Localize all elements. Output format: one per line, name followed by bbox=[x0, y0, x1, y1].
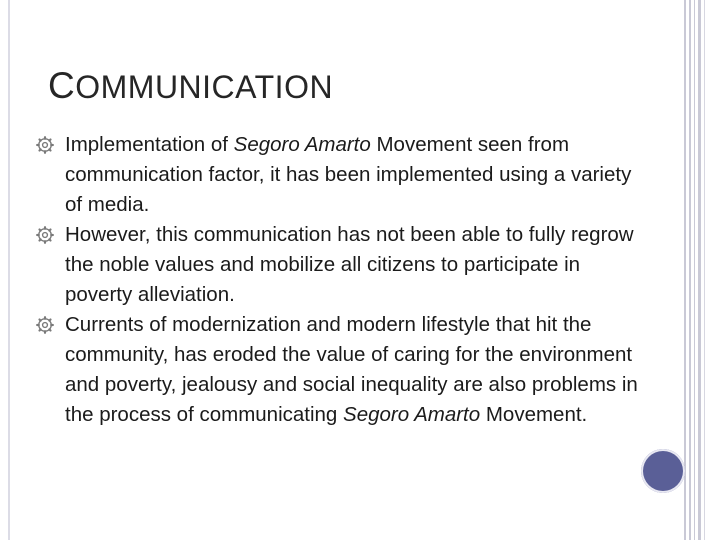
bullet-item bbox=[36, 220, 642, 310]
stripe bbox=[704, 0, 705, 540]
bullet-text: However, this communication has not been able to fully regrow the noble values and mobilize all citizens to participate in poverty alleviation. bbox=[65, 223, 634, 306]
slide-title bbox=[48, 66, 333, 107]
stripe bbox=[698, 0, 701, 540]
bullet-item bbox=[36, 310, 642, 430]
bullet-text: Implementation of bbox=[65, 133, 234, 156]
gear-icon bbox=[36, 136, 54, 154]
circle-icon bbox=[641, 449, 685, 493]
bullet-text: Movement seen from communication factor, it has been implemented using a variety of media. bbox=[65, 133, 632, 216]
right-decorative-stripes bbox=[684, 0, 708, 540]
left-border-line bbox=[8, 0, 10, 540]
bullet-list bbox=[36, 130, 642, 430]
stripe bbox=[684, 0, 686, 540]
title-rest: OMMUNICATION bbox=[75, 69, 334, 105]
gear-icon bbox=[36, 226, 54, 244]
title-initial: C bbox=[48, 65, 76, 106]
bullet-text: Movement. bbox=[480, 403, 588, 426]
gear-icon bbox=[36, 316, 54, 334]
bullet-text: Currents of modernization and modern lifestyle that hit the community, has eroded the value of caring for the environment and poverty, jealousy and social inequality are also problems in the process of communicating bbox=[65, 313, 638, 426]
bullet-item bbox=[36, 130, 642, 220]
stripe bbox=[694, 0, 695, 540]
bullet-text-italic: Segoro Amarto bbox=[233, 133, 371, 156]
stripe bbox=[689, 0, 691, 540]
bullet-text-italic: Segoro Amarto bbox=[343, 403, 481, 426]
